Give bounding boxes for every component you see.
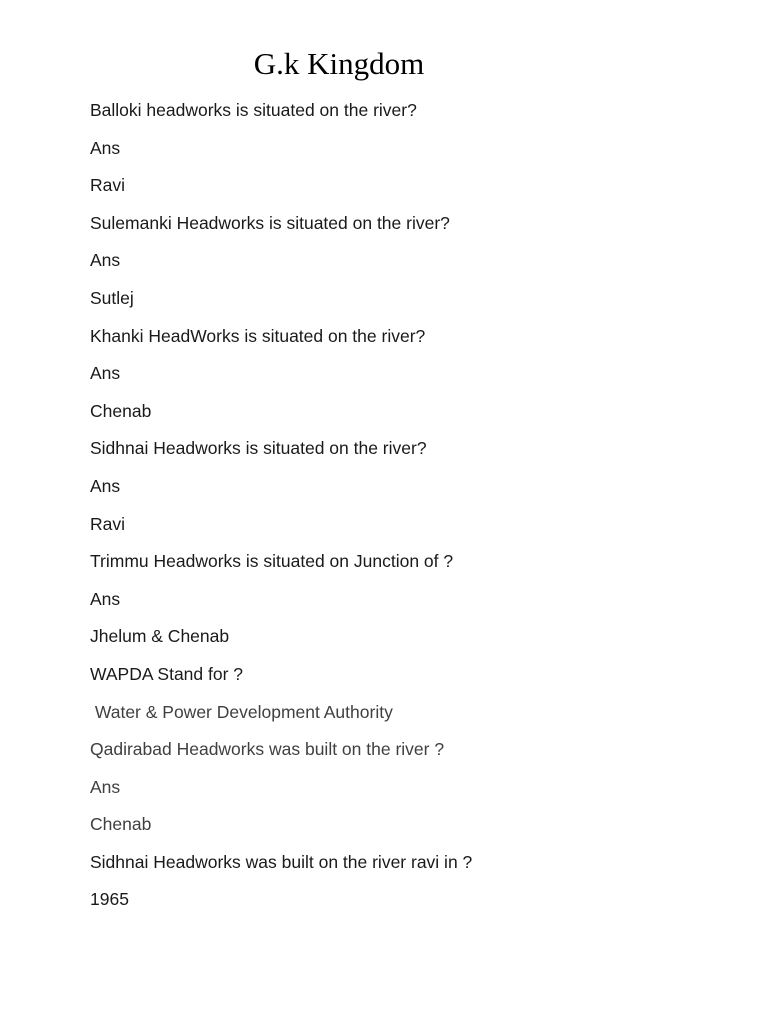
- text-line: Ans: [90, 475, 121, 496]
- text-line: Khanki HeadWorks is situated on the river?: [90, 325, 426, 346]
- text-line: Ans: [90, 137, 121, 158]
- text-line: Chenab: [90, 400, 152, 421]
- text-line: Ans: [90, 363, 121, 384]
- qa-list: [90, 92, 730, 919]
- text-line: Balloki headworks is situated on the river?: [90, 100, 417, 120]
- text-line: 1965: [90, 889, 129, 910]
- text-line: Qadirabad Headworks was built on the river ?: [90, 739, 445, 760]
- text-line: Ravi: [90, 513, 126, 534]
- text-line: Ans: [90, 250, 121, 271]
- text-line: Water & Power Development Authority: [90, 701, 393, 722]
- text-line: Ans: [90, 776, 121, 797]
- text-line: Trimmu Headworks is situated on Junction of ?: [90, 551, 454, 572]
- text-line: Sulemanki Headworks is situated on the river?: [90, 212, 450, 233]
- text-line: Ans: [90, 588, 121, 609]
- text-line: Chenab: [90, 814, 152, 835]
- text-line: Sutlej: [90, 287, 134, 308]
- text-line: WAPDA Stand for ?: [90, 663, 244, 684]
- text-line: Sidhnai Headworks was built on the river ravi in ?: [90, 851, 473, 872]
- text-line: Sidhnai Headworks is situated on the river?: [90, 438, 427, 459]
- text-line: Jhelum & Chenab: [90, 626, 230, 647]
- document-title: G.k Kingdom: [253, 46, 425, 81]
- text-line: Ravi: [90, 175, 126, 196]
